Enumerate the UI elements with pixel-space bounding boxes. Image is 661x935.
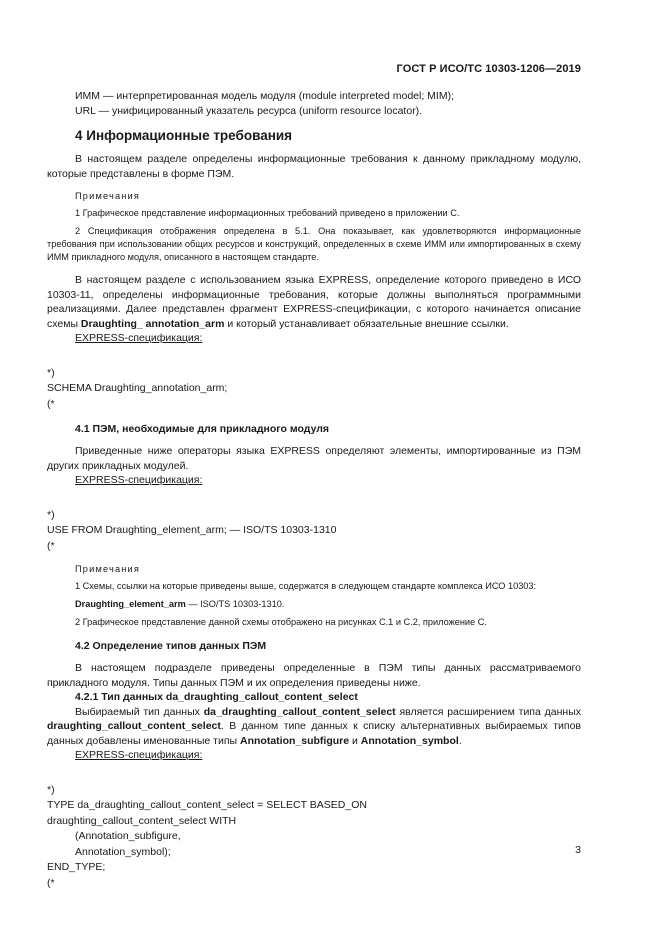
note-2: 2 Графическое представление данной схемы отображено на рисунках С.1 и С.2, приложение С. <box>75 617 487 627</box>
section-4-2-title: 4.2 Определение типов данных ПЭМ <box>75 640 267 652</box>
note-2: 2 Спецификация отображения определена в 5.1. Она показывает, как удовлетворяются информационные требования при использовании общих ресурсов и конструкций, определенных в схеме ИММ или импортированных в схему ИММ прикладного модуля, описанного в настоящем стандарте. <box>47 226 581 262</box>
section-4-intro: В настоящем разделе определены информационные требования к данному прикладному модулю, которые представлены в форме ПЭМ. <box>47 153 581 180</box>
code-line: SCHEMA Draughting_annotation_arm; <box>47 382 228 394</box>
definition-url: URL — унифицированный указатель ресурса (uniform resource locator). <box>75 104 423 117</box>
code-line: *) <box>47 783 55 796</box>
code-line: (* <box>47 539 55 552</box>
code-line: Annotation_symbol); <box>75 845 171 858</box>
code-line: USE FROM Draughting_element_arm; — ISO/TS 10303-1310 <box>47 524 337 536</box>
schema-name: Draughting_ annotation_arm <box>80 317 225 330</box>
section-4-1-title: 4.1 ПЭМ, необходимые для прикладного модуля <box>75 423 330 435</box>
definition-mim: ИММ — интерпретированная модель модуля (module interpreted model; MIM); <box>75 90 455 102</box>
express-spec-label: EXPRESS-спецификация: <box>75 474 203 486</box>
code-line: draughting_callout_content_select WITH <box>47 814 237 827</box>
section-4-1-text: Приведенные ниже операторы языка EXPRESS определяют элементы, импортированные из ПЭМ других прикладных модулей. <box>47 445 581 472</box>
page-number: 3 <box>575 844 581 856</box>
section-4-2-1-text: Выбираемый тип данных da_draughting_callout_content_select является расширением типа данных draughting_callout_content_select. В данном типе данных к списку альтернативных выбираемых типов данных добавлены именованные типы Annotation_subfigure и Annotation_symbol. <box>47 705 581 747</box>
document-header: ГОСТ Р ИСО/ТС 10303-1206—2019 <box>396 63 581 75</box>
code-line: END_TYPE; <box>47 861 106 873</box>
code-line: TYPE da_draughting_callout_content_select = SELECT BASED_ON <box>47 799 367 811</box>
section-4-title: 4 Информационные требования <box>75 128 293 143</box>
notes-heading: Примечания <box>75 191 141 201</box>
code-line: (* <box>47 397 55 410</box>
express-spec-label: EXPRESS-спецификация: <box>75 749 203 761</box>
section-4-paragraph: В настоящем разделе с использованием языка EXPRESS, определение которого приведено в ИСО 10303-11, определены информационные требования, которые должны выполняться программными реализациями. Далее представлен фрагмент EXPRESS-спецификации, с которого начинается описание схемы Draughting_ annotation_arm и который устанавливает обязательные внешние ссылки. <box>47 274 581 330</box>
code-line: *) <box>47 366 55 379</box>
code-line: *) <box>47 508 55 521</box>
note-1: 1 Схемы, ссылки на которые приведены выше, содержатся в следующем стандарте комплекса ИСО 10303: <box>75 581 537 591</box>
section-4-2-text: В настоящем подразделе приведены определенные в ПЭМ типы данных рассматриваемого прикладного модуля. Типы данных ПЭМ и их определения приведены ниже. <box>47 662 581 689</box>
express-spec-label: EXPRESS-спецификация: <box>75 332 203 344</box>
note-1-reference: Draughting_element_arm — ISO/TS 10303-1310. <box>75 599 285 609</box>
page-content <box>47 89 581 891</box>
code-line: (Annotation_subfigure, <box>75 830 181 842</box>
note-1: 1 Графическое представление информационных требований приведено в приложении С. <box>75 208 460 218</box>
section-4-2-1-title: 4.2.1 Тип данных da_draughting_callout_content_select <box>75 691 358 703</box>
notes-heading: Примечания <box>75 564 141 574</box>
code-line: (* <box>47 876 55 889</box>
